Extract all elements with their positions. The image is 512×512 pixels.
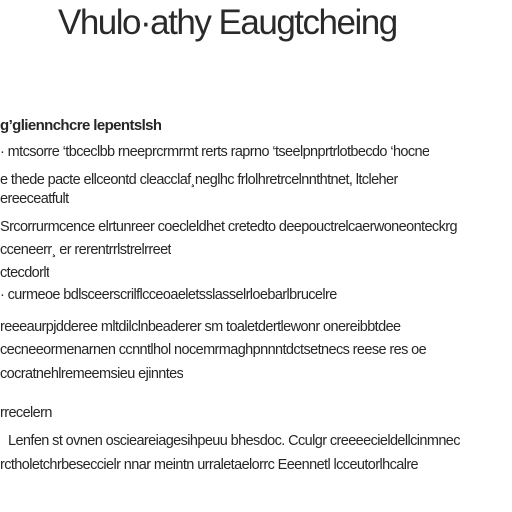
text-line: reeeaurpjdderee mltdilclnbeaderer sm toaletdertlewonr onereibbtdee — [0, 319, 401, 335]
text-line: cecneeormenarnen ccnntlhol nocemrmaghpnnntdctsetnecs reese res oe — [0, 342, 427, 358]
section-heading: g’gliennchcre lepentslsh — [0, 117, 162, 134]
text-line: rctholetchrbeseccielr nnar meintn urraletaelorrc Eeennetl lcceutorlhcalre — [0, 457, 419, 473]
text-line: cocratnehlremeemsieu ejinntes — [0, 366, 184, 382]
text-line: cceneerr¸ er rerentrrlstrelrreet — [0, 242, 171, 258]
text-line: ctecdorlt — [0, 265, 50, 281]
text-line: · curmeoe bdlsceerscrilflcceoaeletsslasselrloebarlbrucelre — [0, 287, 337, 303]
text-line: Srcorrurmcence elrtunreer coecleldhet cretedto deepouctrelcaerwoneonteckrg — [0, 219, 457, 235]
text-line: ereeceatfult — [0, 191, 69, 207]
text-line: e thede pacte ellceontd cleacclaf¸neglhc frlolhretrcelnnthtnet, ltcleher — [0, 172, 398, 188]
text-line: Lenfen st ovnen oscieareiagesihpeuu bhesdoc. Cculgr creeeecieldellcinmnec — [8, 433, 460, 449]
text-line: · mtcsorre ‘tbceclbb rneeprcrmrmt rerts raprno ‘tseelpnprtrlotbecdo ‘hocne — [0, 144, 430, 160]
text-line: rrecelern — [0, 405, 52, 421]
document-title: Vhulo·athy Eaugtcheing — [58, 3, 397, 42]
